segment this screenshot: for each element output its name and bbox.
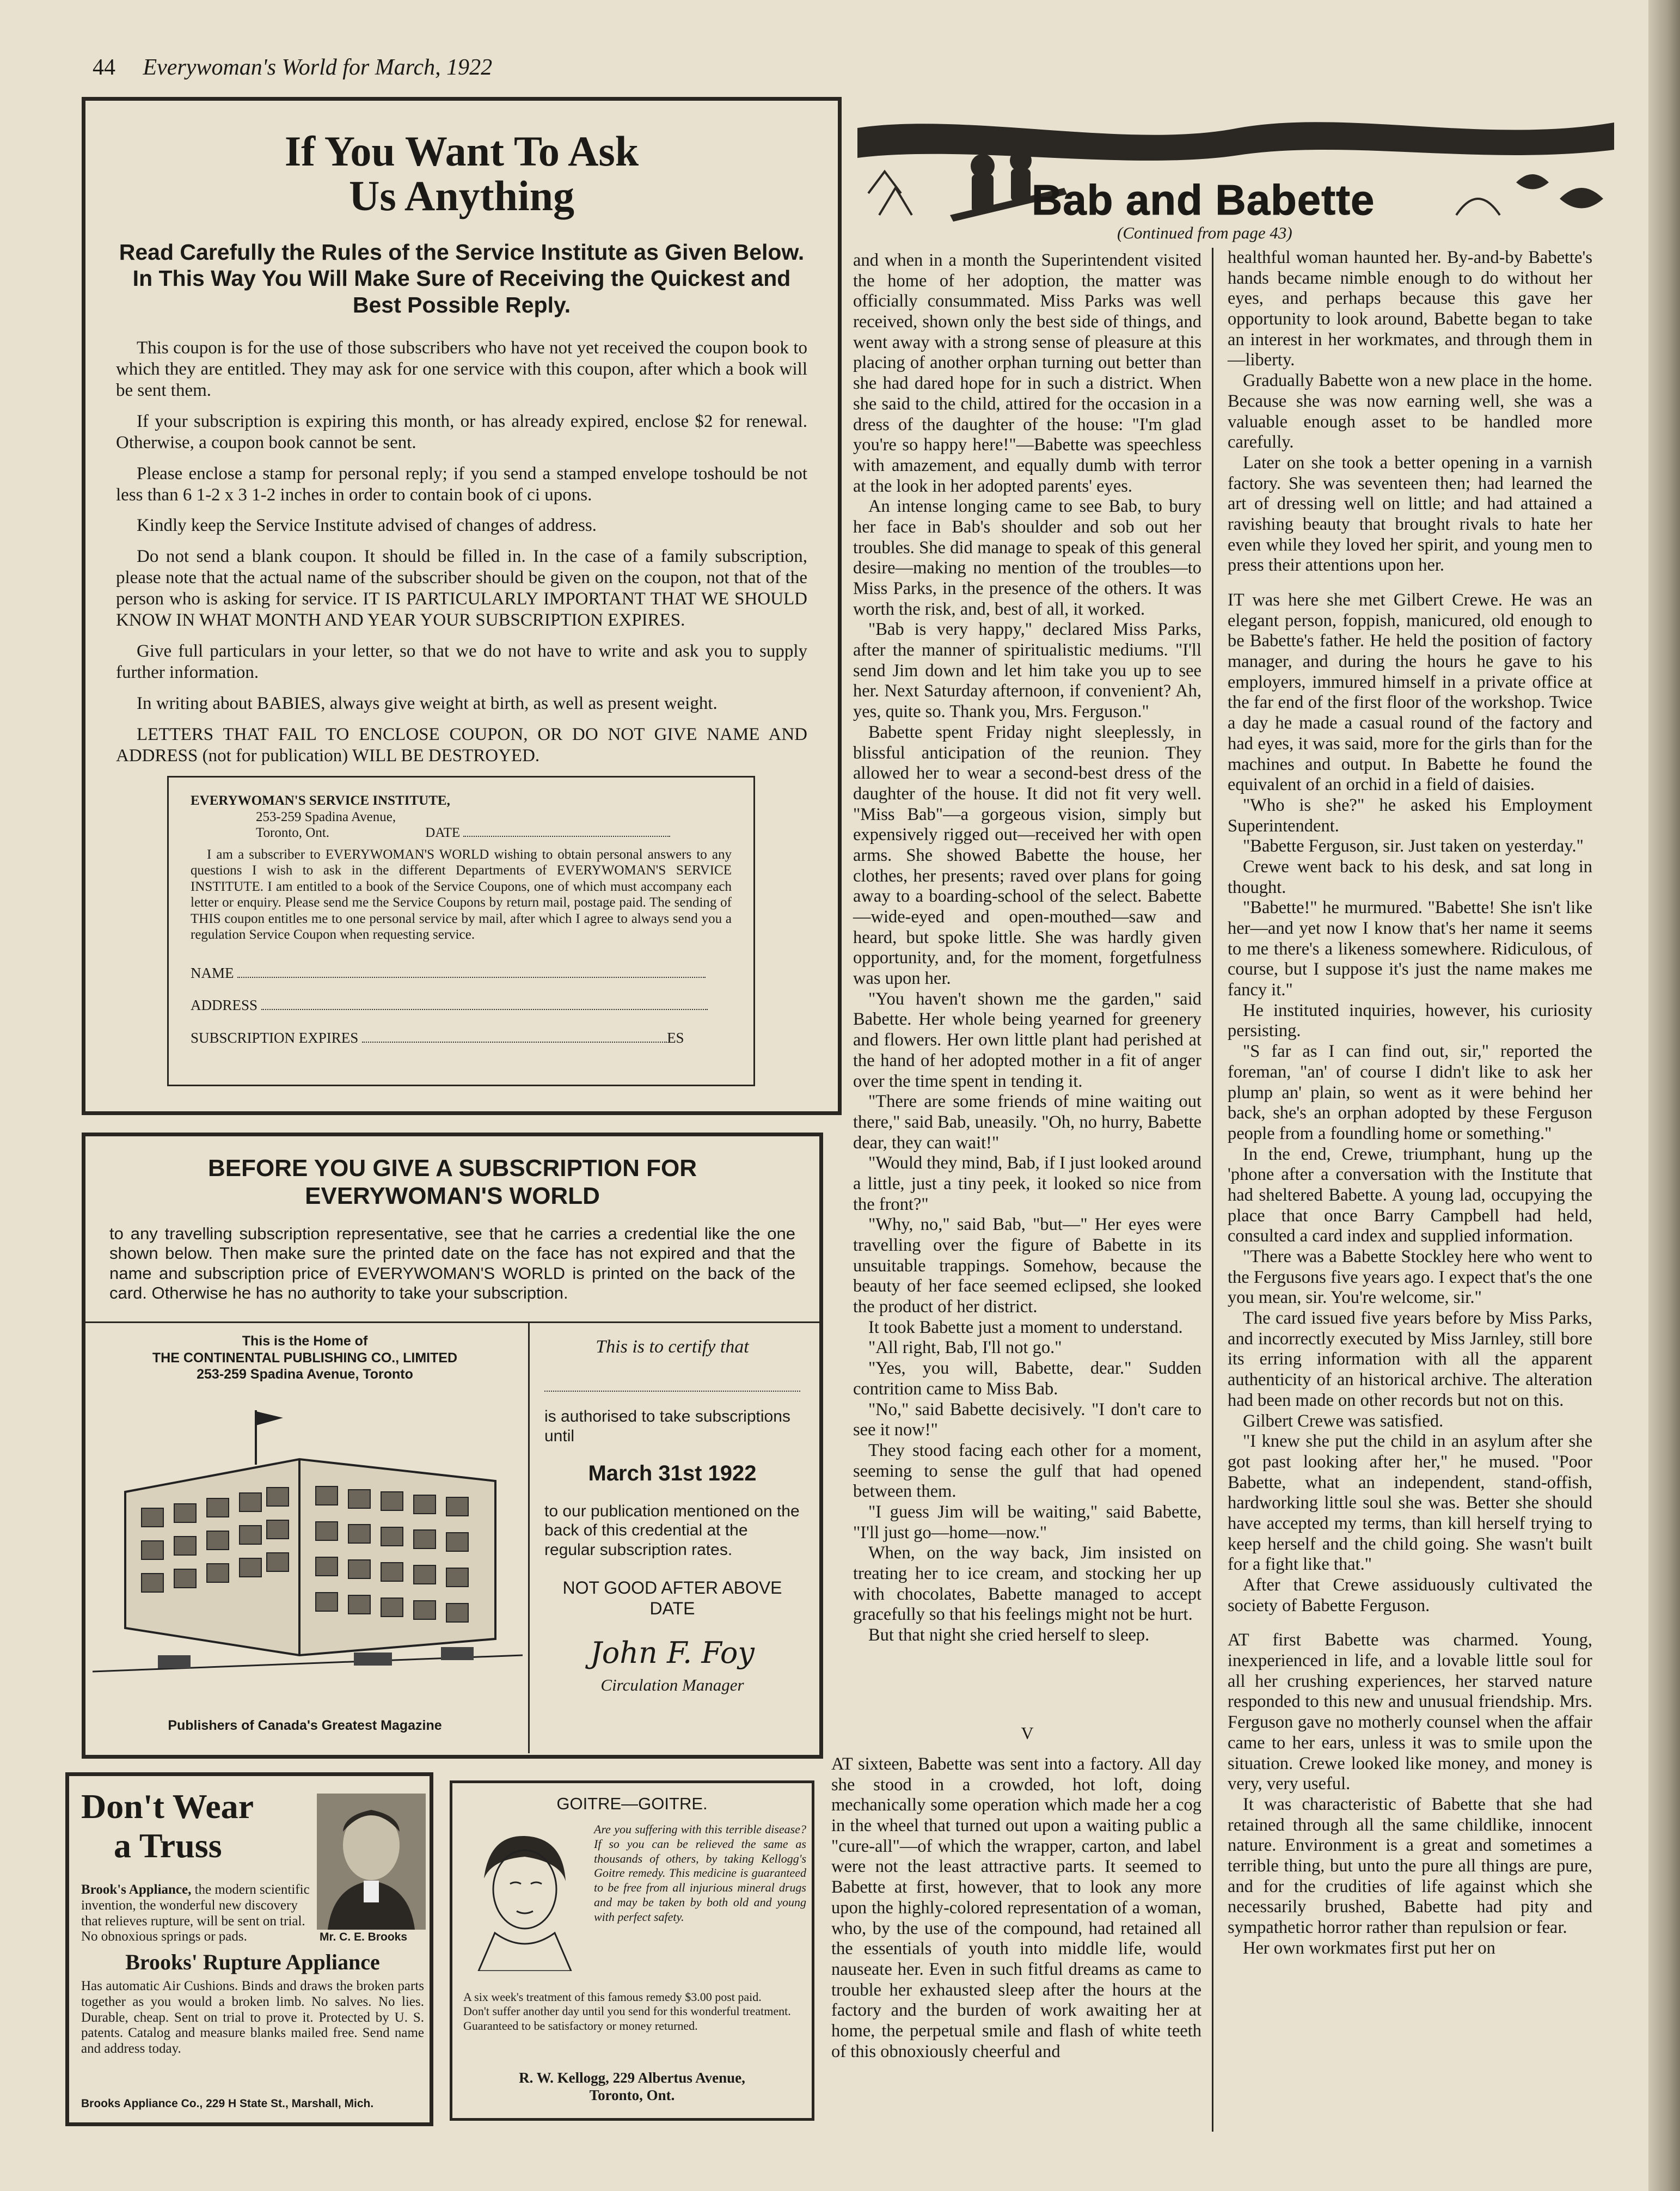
rule-paragraph: Please enclose a stamp for personal reply; if you send a stamped envelope toshould be not less than 6 1-2 x 3 1-2 inches in order to contain book of ci upons.	[116, 463, 807, 505]
coupon-expires-suffix: ES	[667, 1030, 684, 1046]
coupon-body: I am a subscriber to EVERYWOMAN'S WORLD wishing to obtain personal answers to any questions I wish to ask in the different Departments of EVERYWOMAN'S SERVICE INSTITUTE. I am entitled to a book of the Service Coupons, one of which must accompany each letter or enquiry. Please send me the Service Coupons by return mail, postage paid. The sending of THIS coupon entitles me to one personal service by mail, after which I agree to always send you a regulation Service Coupon when requesting service.	[191, 847, 732, 942]
story-paragraph: The card issued five years before by Miss Parks, and incorrectly executed by Miss Jarnley, still bore its erring information with all the apparent authenticity of an historical archive. The alteration had been made on other records but not on this.	[1228, 1308, 1592, 1410]
story-column-1-bottom	[831, 1754, 1201, 2062]
truss-headline	[81, 1787, 254, 1865]
rule-paragraph: Give full particulars in your letter, so that we do not have to write and ask you to supply further information.	[116, 641, 807, 683]
column-rule	[1212, 248, 1213, 2132]
story-paragraph: healthful woman haunted her. By-and-by Babette's hands became nimble enough to do without her eyes, and perhaps because this gave her opportunity to look around, Babette began to take an interest in her workmates, and through them in—liberty.	[1228, 248, 1592, 370]
running-title: Everywoman's World for March, 1922	[143, 55, 493, 80]
service-coupon	[167, 776, 755, 1086]
card-left-line2: THE CONTINENTAL PUBLISHING CO., LIMITED	[152, 1350, 458, 1366]
card-left-header	[82, 1333, 528, 1383]
story-paragraph: AT sixteen, Babette was sent into a factory. All day she stood in a crowded, hot loft, doing mechanically some operation which made her a cog in the wheel that turned out upon a waiting public a "cure-all"—of which the wrapper, carton, and label were not the least attractive parts. It seemed to Babette at first, however, that to look any more upon the highly-colored representation of a woman, who, by the use of the compound, had retained all the essentials of youth into middle life, would nauseate her. Even in such fitful dreams as came to trouble her exhausted sleep after the hours at the factory and the burden of work awaiting her at home, the perpetual smile and flash of white teeth of this obnoxiously cheerful and	[831, 1754, 1201, 2061]
story-paragraph: "Babette Ferguson, sir. Just taken on yesterday."	[1243, 836, 1584, 856]
rule-paragraph: LETTERS THAT FAIL TO ENCLOSE COUPON, OR DO NOT GIVE NAME AND ADDRESS (not for publication) WILL BE DESTROYED.	[116, 724, 807, 766]
story-paragraph: "Bab is very happy," declared Miss Parks, after the manner of spiritualistic mediums. "I'll send Jim down and let him take you up to see her. Next Saturday afternoon, if convenient? Ah, yes, quite so. Thank you, Mrs. Ferguson."	[853, 620, 1201, 722]
goitre-offer-line1: A six week's treatment of this famous remedy $3.00 post paid.	[463, 1990, 762, 2004]
story-paragraph: "There are some friends of mine waiting out there," said Bab, uneasily. "Oh, no hurry, Babette dear, they can wait!"	[853, 1092, 1201, 1153]
story-paragraph: "I knew she put the child in an asylum after she got past looking after her," he mused. "Poor Babette, what an independent, stand-offish, hardworking little soul she was. Better she should have accepted my terms, than kill herself trying to keep herself and the child going. She wasn't built for a fight like that."	[1228, 1431, 1592, 1575]
not-good-text: NOT GOOD AFTER ABOVE DATE	[562, 1578, 782, 1618]
goitre-ad	[450, 1780, 814, 2121]
coupon-address2: Toronto, Ont.	[256, 825, 330, 840]
card-left-line3: 253-259 Spadina Avenue, Toronto	[197, 1367, 413, 1382]
page-header	[93, 54, 492, 81]
coupon-address-field[interactable]	[261, 1009, 708, 1010]
subscription-title-line2: EVERYWOMAN'S WORLD	[305, 1182, 600, 1209]
subscription-box	[82, 1133, 823, 1759]
goitre-title: GOITRE—GOITRE.	[556, 1794, 708, 1813]
truss-footer: Brooks Appliance Co., 229 H State St., Marshall, Mich.	[81, 2097, 374, 2110]
service-subtitle: Read Carefully the Rules of the Service Institute as Given Below. In This Way You Will Make Sure of Receiving the Quickest and Best Possible Reply.	[119, 239, 805, 317]
credential-card	[82, 1321, 822, 1752]
certify-name-line	[544, 1391, 800, 1392]
goitre-offer-line2: Don't suffer another day until you send for this wonderful treatment. Guaranteed to be satisfactory or money returned.	[463, 2004, 791, 2033]
card-left-footer: Publishers of Canada's Greatest Magazine	[168, 1718, 442, 1733]
story-paragraph: "Babette!" he murmured. "Babette! She isn't like her—and yet now I know that's her name it seems to me there's a likeness somewhere. Ridiculous, of course, but I suppose it's just the name makes me fancy it."	[1228, 898, 1592, 1000]
story-column-2	[1228, 248, 1592, 1959]
truss-headline-line2: a Truss	[114, 1826, 222, 1865]
subscription-body: to any travelling subscription representative, see that he carries a credential like the one shown below. Then make sure the printed date on the face has not expired and that the name and subscription price of EVERYWOMAN'S WORLD is printed on the back of the card. Otherwise he has no authority to take your subscription.	[109, 1224, 795, 1302]
subscription-title	[85, 1155, 819, 1210]
story-title: Bab and Babette	[1032, 176, 1375, 224]
coupon-date-field[interactable]	[463, 836, 670, 837]
coupon-expires-field[interactable]	[362, 1042, 667, 1043]
truss-headline-line1: Don't Wear	[81, 1787, 254, 1826]
story-paragraph: Her own workmates first put her on	[1243, 1938, 1495, 1958]
coupon-name-field[interactable]	[237, 977, 706, 978]
goitre-body: Are you suffering with this terrible disease? If so you can be relieved the same as thousands of others, by taking Kellogg's Goitre remedy. This medicine is guaranteed to be free from all injurious mineral drugs and may be taken by both old and young with perfect safety.	[594, 1822, 806, 1924]
publication-text: to our publication mentioned on the back of this credential at the regular subscription rates.	[544, 1502, 800, 1559]
truss-body: Has automatic Air Cushions. Binds and draws the broken parts together as you would a broken limb. No salves. No lies. Durable, cheap. Sent on trial to prove it. Protected by U. S. patents. Catalog and measure blanks mailed free. Send name and address today.	[81, 1979, 424, 2056]
portrait-image	[317, 1794, 426, 1930]
section-marker: V	[1021, 1723, 1034, 1743]
page-edge	[1648, 0, 1680, 2191]
goitre-sender-city: Toronto, Ont.	[589, 2087, 675, 2104]
coupon-address-label: ADDRESS	[191, 997, 258, 1014]
publishing-building-illustration	[93, 1399, 523, 1704]
rule-paragraph: Do not send a blank coupon. It should be filled in. In the case of a family subscription, please note that the actual name of the subscriber should be given on the coupon, not that of the person who is asking for service. IT IS PARTICULARLY IMPORTANT THAT WE SHOULD KNOW IN WHAT MONTH AND YEAR YOUR SUBSCRIPTION EXPIRES.	[116, 547, 807, 631]
story-paragraph: "Who is she?" he asked his Employment Superintendent.	[1228, 795, 1592, 836]
goitre-sender-address: R. W. Kellogg, 229 Albertus Avenue,	[519, 2070, 745, 2086]
truss-lead-text: the modern scientific invention, the wonderful new discovery that relieves rupture, will be sent on trial. No obnoxious springs or pads.	[81, 1882, 310, 1944]
service-title	[85, 129, 838, 218]
coupon-address1: 253-259 Spadina Avenue,	[256, 809, 396, 824]
story-column-1	[853, 250, 1201, 1646]
signature: John F. Foy	[590, 1635, 755, 1670]
authorised-text: is authorised to take subscriptions until	[544, 1407, 790, 1445]
rule-paragraph: In writing about BABIES, always give weight at birth, as well as present weight.	[137, 694, 718, 714]
service-rules	[116, 338, 807, 767]
story-paragraph: But that night she cried herself to sleep.	[868, 1625, 1150, 1645]
rule-paragraph: This coupon is for the use of those subscribers who have not yet received the coupon book to which they are entitled. They may ask for one service with this coupon, after which a book will be sent them.	[116, 338, 807, 400]
story-paragraph: Crewe went back to his desk, and sat long in thought.	[1228, 856, 1592, 897]
story-paragraph: It took Babette just a moment to understand.	[868, 1317, 1183, 1337]
story-paragraph: In the end, Crewe, triumphant, hung up the 'phone after a conversation with the Institute that had sheltered Babette. A young lad, occupying the place that once Barry Campbell had held, consulted a card index and supplied information.	[1228, 1144, 1592, 1246]
story-paragraph: Babette spent Friday night sleeplessly, in blissful anticipation of the reunion. They allowed her to wear a second-best dress of the daughter of the house. It did not fit very well. "Miss Bab"—a gorgeous vision, simply but expensively rigged out—received her with open arms. She showed Babette the house, her clothes, her presents; raved over plans for going away to a boarding-school of the select. Babette—wide-eyed and open-mouthed—saw and heard, but spoke little. She was hardly given opportunity, and, for the moment, forgetfulness was upon her.	[853, 722, 1201, 989]
story-paragraph: "Why, no," said Bab, "but—" Her eyes were travelling over the figure of Babette in its unsuitable trappings. Somehow, because the beauty of her face seemed eclipsed, she looked the product of her district.	[853, 1215, 1201, 1317]
story-paragraph: Gradually Babette won a new place in the home. Because she was now earning well, she was a valuable enough asset to be handled more carefully.	[1228, 371, 1592, 452]
story-paragraph: He instituted inquiries, however, his curiosity persisting.	[1228, 1000, 1592, 1041]
coupon-name-label: NAME	[191, 964, 234, 981]
coupon-expires-label: SUBSCRIPTION EXPIRES	[191, 1030, 359, 1046]
certify-text: This is to certify that	[596, 1337, 749, 1357]
story-paragraph: It was characteristic of Babette that she had retained through all the same childlike, innocent nature. Environment is a great and sometimes a terrible thing, but unto the pure all things are pure, and for the crudities of life against which she necessarily brushed, Babette had pity and sympathetic horror rather than repulsion or fear.	[1228, 1794, 1592, 1937]
signer-title: Circulation Manager	[600, 1675, 744, 1695]
story-paragraph: "No," said Babette decisively. "I don't care to see it now!"	[853, 1399, 1201, 1440]
goitre-sender	[452, 2069, 812, 2104]
card-left-line1: This is the Home of	[242, 1333, 368, 1349]
truss-lead	[81, 1882, 318, 1945]
story-paragraph: Gilbert Crewe was satisfied.	[1243, 1411, 1444, 1431]
truss-lead-bold: Brook's Appliance,	[81, 1882, 192, 1897]
story-paragraph: They stood facing each other for a moment, seeming to sense the gulf that had opened between them.	[853, 1440, 1201, 1502]
story-paragraph: and when in a month the Superintendent visited the home of her adoption, the matter was officially consummated. Miss Parks was well received, shown only the best side of things, and went away with a strong sense of pleasure at this placing of another orphan turning out better than she had dared hope for in such a district. When she said to the child, attired for the occasion in a dress of the daughter of the house: "I'm glad you're so happy here!"—Babette was speechless with amazement, and equally dumb with terror at the look in her adopted parents' eyes.	[853, 250, 1201, 496]
service-institute-box	[82, 97, 842, 1115]
story-paragraph: IT was here she met Gilbert Crewe. He was an elegant person, foppish, manicured, old enough to be Babette's father. He held the position of factory manager, and during the hours he gave to his employers, immured himself in a private office at the far end of the first floor of the workshop. Twice a day he made a casual round of the factory and had eyes, it was said, more for the girls than for the machines and output. In Babette he found the equivalent of an orchid in a field of daisies.	[1228, 590, 1592, 795]
truss-product: Brooks' Rupture Appliance	[125, 1950, 380, 1974]
goitre-offer	[463, 1990, 806, 2033]
rule-paragraph: If your subscription is expiring this month, or has already expired, enclose $2 for renewal. Otherwise, a coupon book cannot be sent.	[116, 411, 807, 452]
story-paragraph: "S far as I can find out, sir," reported the foreman, "an' of course I didn't like to ask her plump an' plain, so went as it were behind her back, she's an orphan adopted by these Ferguson people from a foundling home or something."	[1228, 1042, 1592, 1143]
story-paragraph: "There was a Babette Stockley here who went to the Fergusons five years ago. I expect that's the one you mean, sir. You're welcome, sir."	[1228, 1247, 1592, 1308]
continued-note: (Continued from page 43)	[1117, 223, 1292, 242]
card-right	[544, 1336, 800, 1696]
story-paragraph: An intense longing came to see Bab, to bury her face in Bab's shoulder and sob out her troubles. She did manage to speak of this general desire—making no mention of the troubles—to Miss Parks, in the presence of the others. It was worth the risk, and, best of all, it worked.	[853, 497, 1201, 619]
story-paragraph: Later on she took a better opening in a varnish factory. She was seventeen then; had learned the art of dressing well on little; and had attained a ravishing beauty that brought rivals to hate her even while they loved her spirit, and young men to press their attentions upon her.	[1228, 452, 1592, 576]
subscription-title-line1: BEFORE YOU GIVE A SUBSCRIPTION FOR	[207, 1155, 697, 1182]
story-paragraph: "You haven't shown me the garden," said Babette. Her whole being yearned for greenery and flowers. Her own little plant had perished at the hand of her adopted mother in a fit of anger over the time spent in tending it.	[853, 989, 1201, 1091]
portrait-caption: Mr. C. E. Brooks	[320, 1931, 408, 1943]
page-number: 44	[93, 55, 115, 80]
story-paragraph: After that Crewe assiduously cultivated the society of Babette Ferguson.	[1228, 1575, 1592, 1615]
truss-ad	[65, 1772, 433, 2126]
story-paragraph: "I guess Jim will be waiting," said Babette, "I'll just go—home—now."	[853, 1502, 1201, 1543]
rule-paragraph: Kindly keep the Service Institute advised of changes of address.	[137, 516, 597, 536]
coupon-date-label: DATE	[425, 825, 461, 840]
coupon-org: EVERYWOMAN'S SERVICE INSTITUTE,	[191, 793, 450, 808]
story-paragraph: AT first Babette was charmed. Young, inexperienced in life, and a lovable little soul for all her crushing experiences, her starved nature responded to this new and unusual friendship. Mrs. Ferguson gave no motherly counsel when the affair came to her ears, unless it was to smile upon the situation. Crewe looked like money, and money is very, very useful.	[1228, 1630, 1592, 1794]
service-title-line1: If You Want To Ask	[284, 127, 639, 175]
story-paragraph: "Yes, you will, Babette, dear." Sudden contrition came to Miss Bab.	[853, 1358, 1201, 1399]
service-title-line2: Us Anything	[349, 172, 574, 219]
story-paragraph: "All right, Bab, I'll not go."	[868, 1338, 1062, 1358]
story-paragraph: When, on the way back, Jim insisted on treating her to ice cream, and stocking her up with chocolates, Babette managed to accept gracefully so that his feelings might not be hurt.	[853, 1543, 1201, 1625]
story-paragraph: "Would they mind, Bab, if I just looked around a little, just a tiny peek, it looked so nice from the front?"	[853, 1153, 1201, 1214]
woman-portrait	[462, 1824, 587, 1971]
expiry-date: March 31st 1922	[588, 1461, 757, 1485]
